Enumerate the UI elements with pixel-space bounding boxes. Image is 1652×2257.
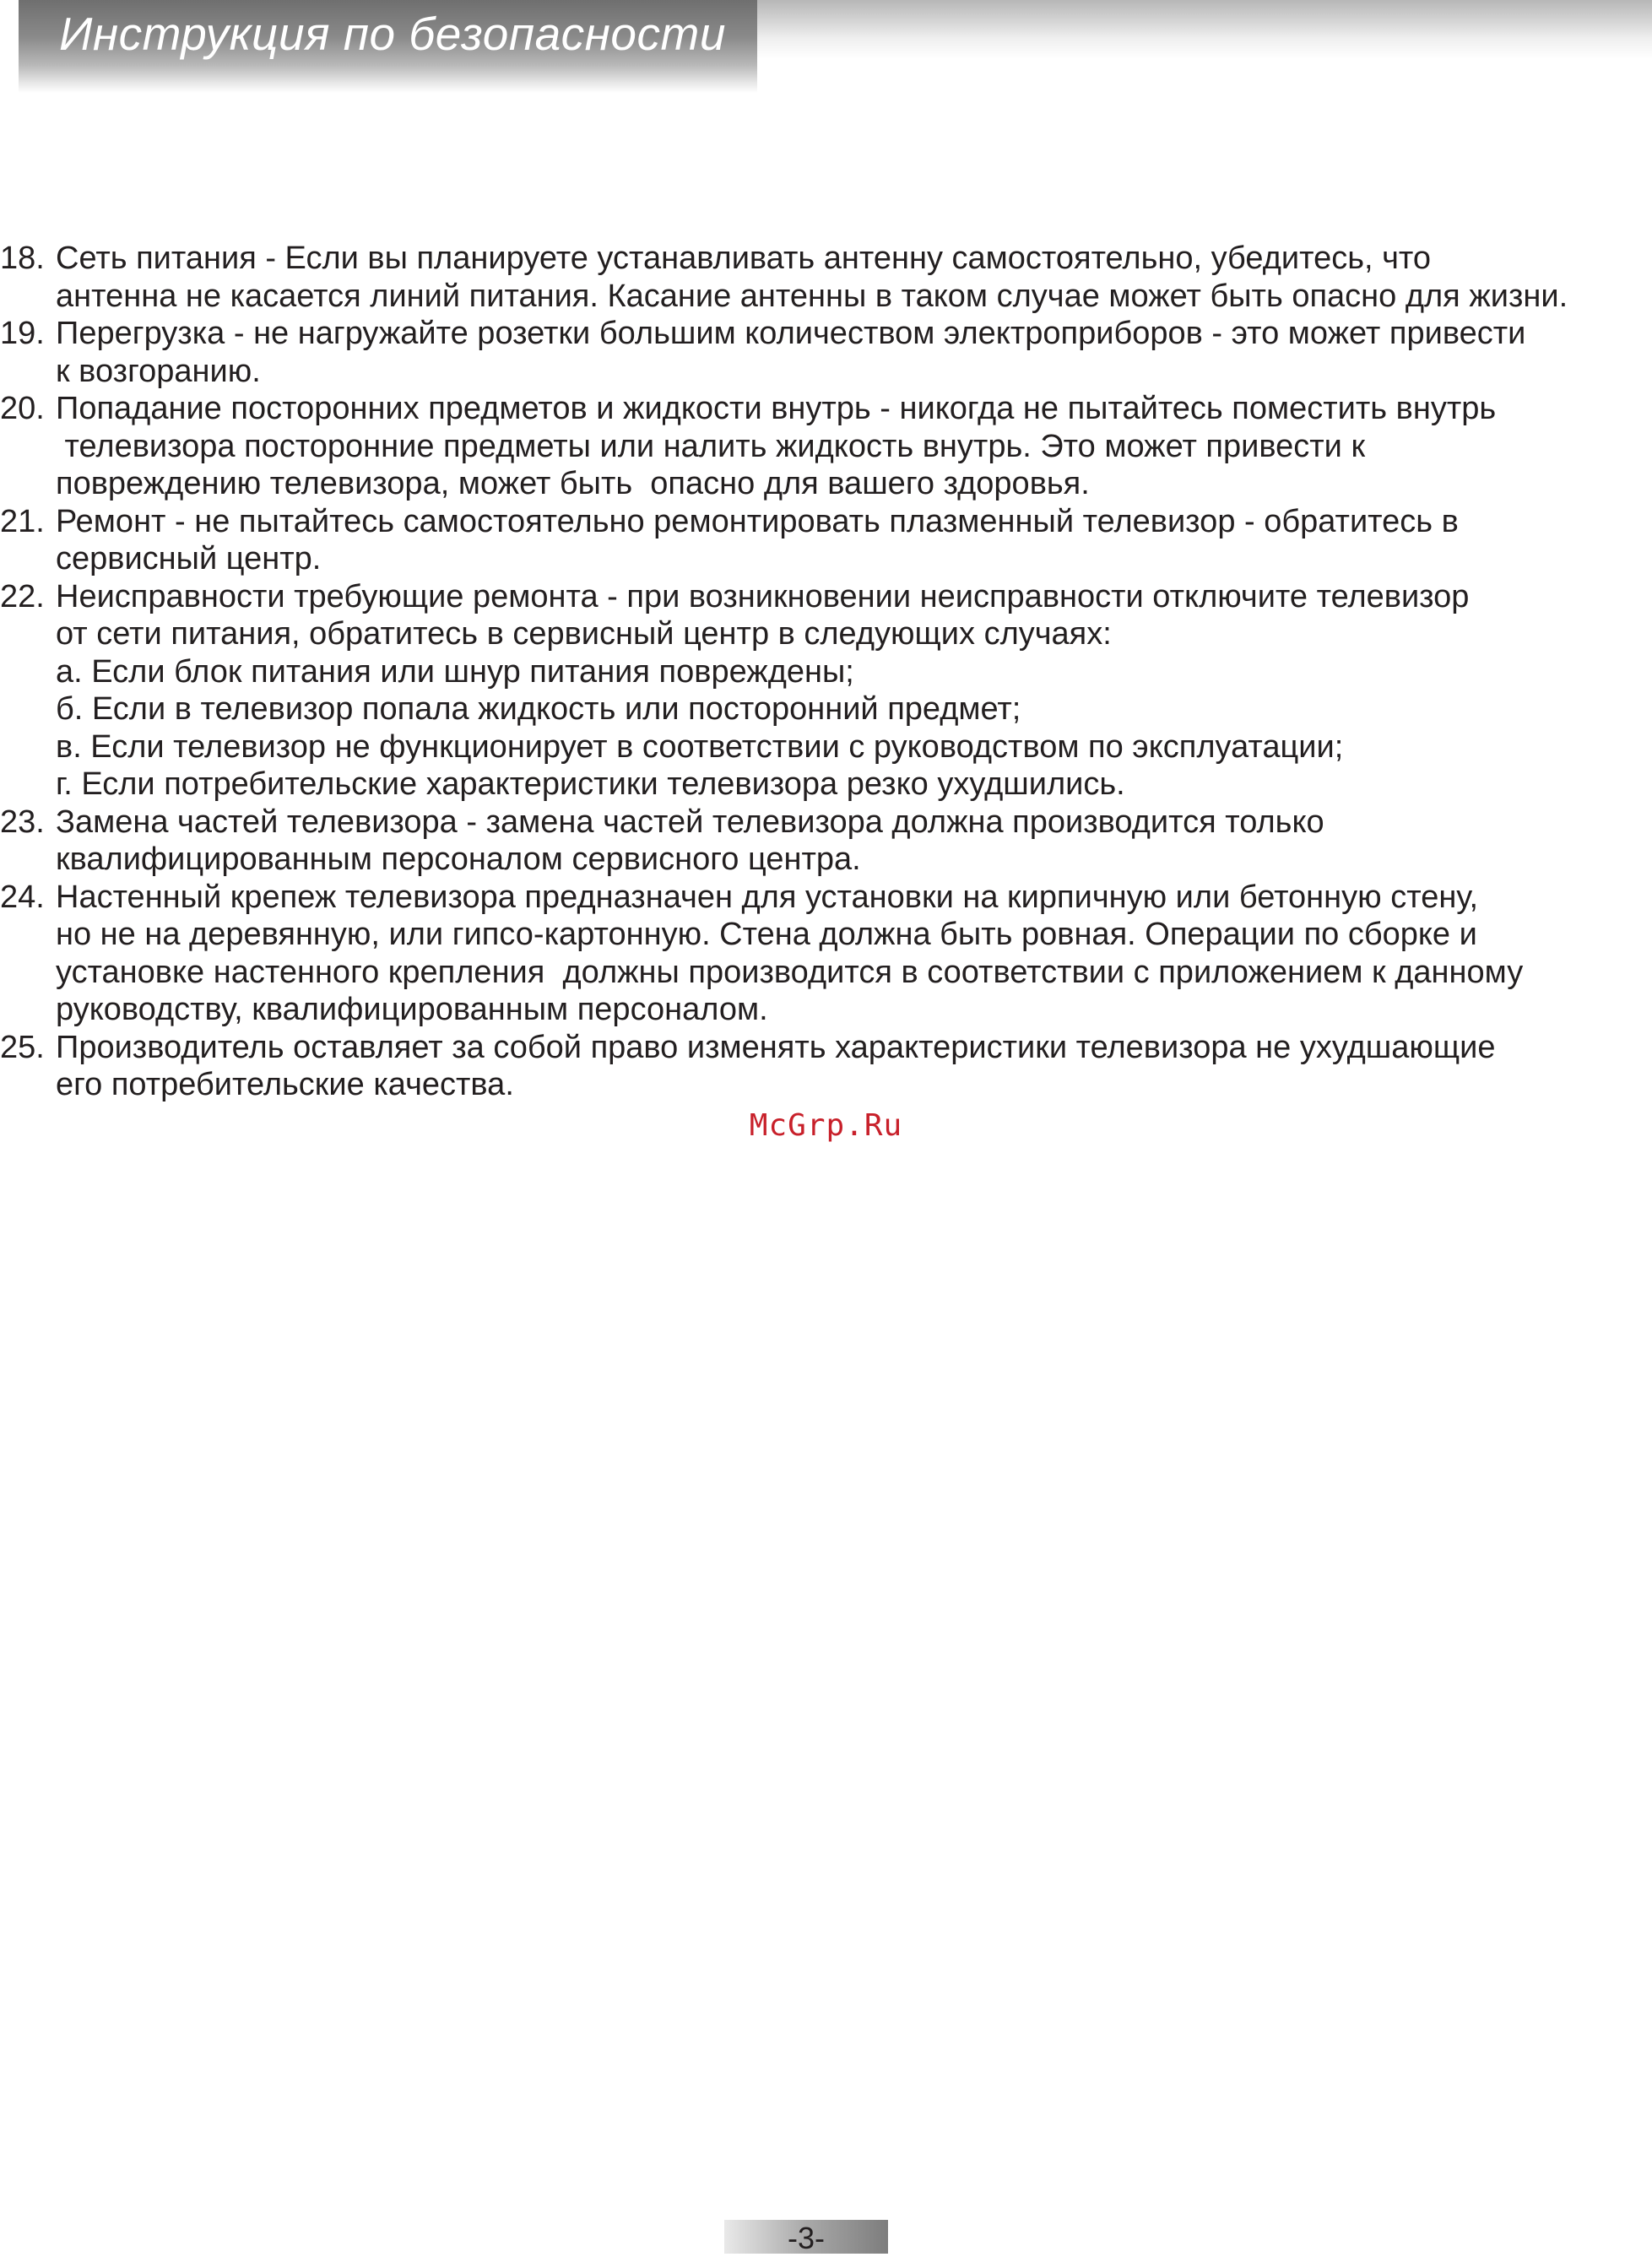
item-text-line: Ремонт - не пытайтесь самостоятельно ремонтировать плазменный телевизор - обратитесь в xyxy=(56,503,1459,539)
sub-item-b: б. Если в телевизор попала жидкость или посторонний предмет; xyxy=(56,691,1021,727)
item-text-line: Производитель оставляет за собой право изменять характеристики телевизора не ухудшающие xyxy=(56,1029,1496,1065)
item-number: 19. xyxy=(0,316,45,351)
list-item xyxy=(0,503,1652,578)
item-number: 18. xyxy=(0,241,45,276)
item-text-line: к возгоранию. xyxy=(56,353,261,389)
item-text-line: от сети питания, обратитесь в сервисный центр в следующих случаях: xyxy=(56,616,1112,652)
header-title-box xyxy=(19,0,757,93)
sub-item-a: а. Если блок питания или шнур питания повреждены; xyxy=(56,653,854,690)
item-text-line: квалифицированным персоналом сервисного центра. xyxy=(56,842,861,877)
item-text-line: но не на деревянную, или гипсо-картонную. Стена должна быть ровная. Операции по сборке и xyxy=(56,917,1477,952)
item-text-line: Перегрузка - не нагружайте розетки большим количеством электроприборов - это может привести xyxy=(56,316,1526,351)
item-text-line: установке настенного крепления должны производится в соответствии с приложением к данному xyxy=(56,954,1524,990)
list-item xyxy=(0,879,1652,1029)
item-text-line: Настенный крепеж телевизора предназначен для установки на кирпичную или бетонную стену, xyxy=(56,879,1479,915)
page-number-box xyxy=(724,2220,888,2254)
sub-item-v: в. Если телевизор не функционирует в соответствии с руководством по эксплуатации; xyxy=(56,728,1344,765)
list-item xyxy=(0,315,1652,390)
item-number: 24. xyxy=(0,879,45,915)
watermark: McGrp.Ru xyxy=(749,1108,903,1143)
safety-instructions-list xyxy=(0,240,1652,1104)
item-text-line: повреждению телевизора, может быть опасно для вашего здоровья. xyxy=(56,466,1090,501)
list-item xyxy=(0,390,1652,503)
item-number: 25. xyxy=(0,1029,45,1065)
item-text-line: его потребительские качества. xyxy=(56,1067,514,1102)
item-text-line: антенна не касается линий питания. Касание антенны в таком случае может быть опасно для жизни. xyxy=(56,278,1568,314)
item-text-line: Сеть питания - Если вы планируете устанавливать антенну самостоятельно, убедитесь, что xyxy=(56,241,1432,276)
page-number: -3- xyxy=(788,2221,825,2255)
sub-item-g: г. Если потребительские характеристики телевизора резко ухудшились. xyxy=(56,766,1125,802)
list-item xyxy=(0,1029,1652,1104)
item-text-line: телевизора посторонние предметы или налить жидкость внутрь. Это может привести к xyxy=(56,428,1366,464)
list-item xyxy=(0,578,1652,804)
item-number: 20. xyxy=(0,391,45,426)
list-item xyxy=(0,240,1652,315)
item-text-line: Попадание посторонних предметов и жидкости внутрь - никогда не пытайтесь поместить внутрь xyxy=(56,391,1497,426)
item-number: 21. xyxy=(0,503,45,539)
item-number: 22. xyxy=(0,578,45,614)
item-number: 23. xyxy=(0,804,45,840)
item-text-line: Замена частей телевизора - замена частей телевизора должна производится только xyxy=(56,804,1324,840)
item-text-line: Неисправности требующие ремонта - при возникновении неисправности отключите телевизор xyxy=(56,578,1470,614)
list-item xyxy=(0,804,1652,879)
item-text-line: руководству, квалифицированным персоналом. xyxy=(56,992,768,1027)
page-title: Инструкция по безопасности xyxy=(59,8,726,60)
item-text-line: сервисный центр. xyxy=(56,541,322,576)
header-bar xyxy=(757,0,1652,59)
